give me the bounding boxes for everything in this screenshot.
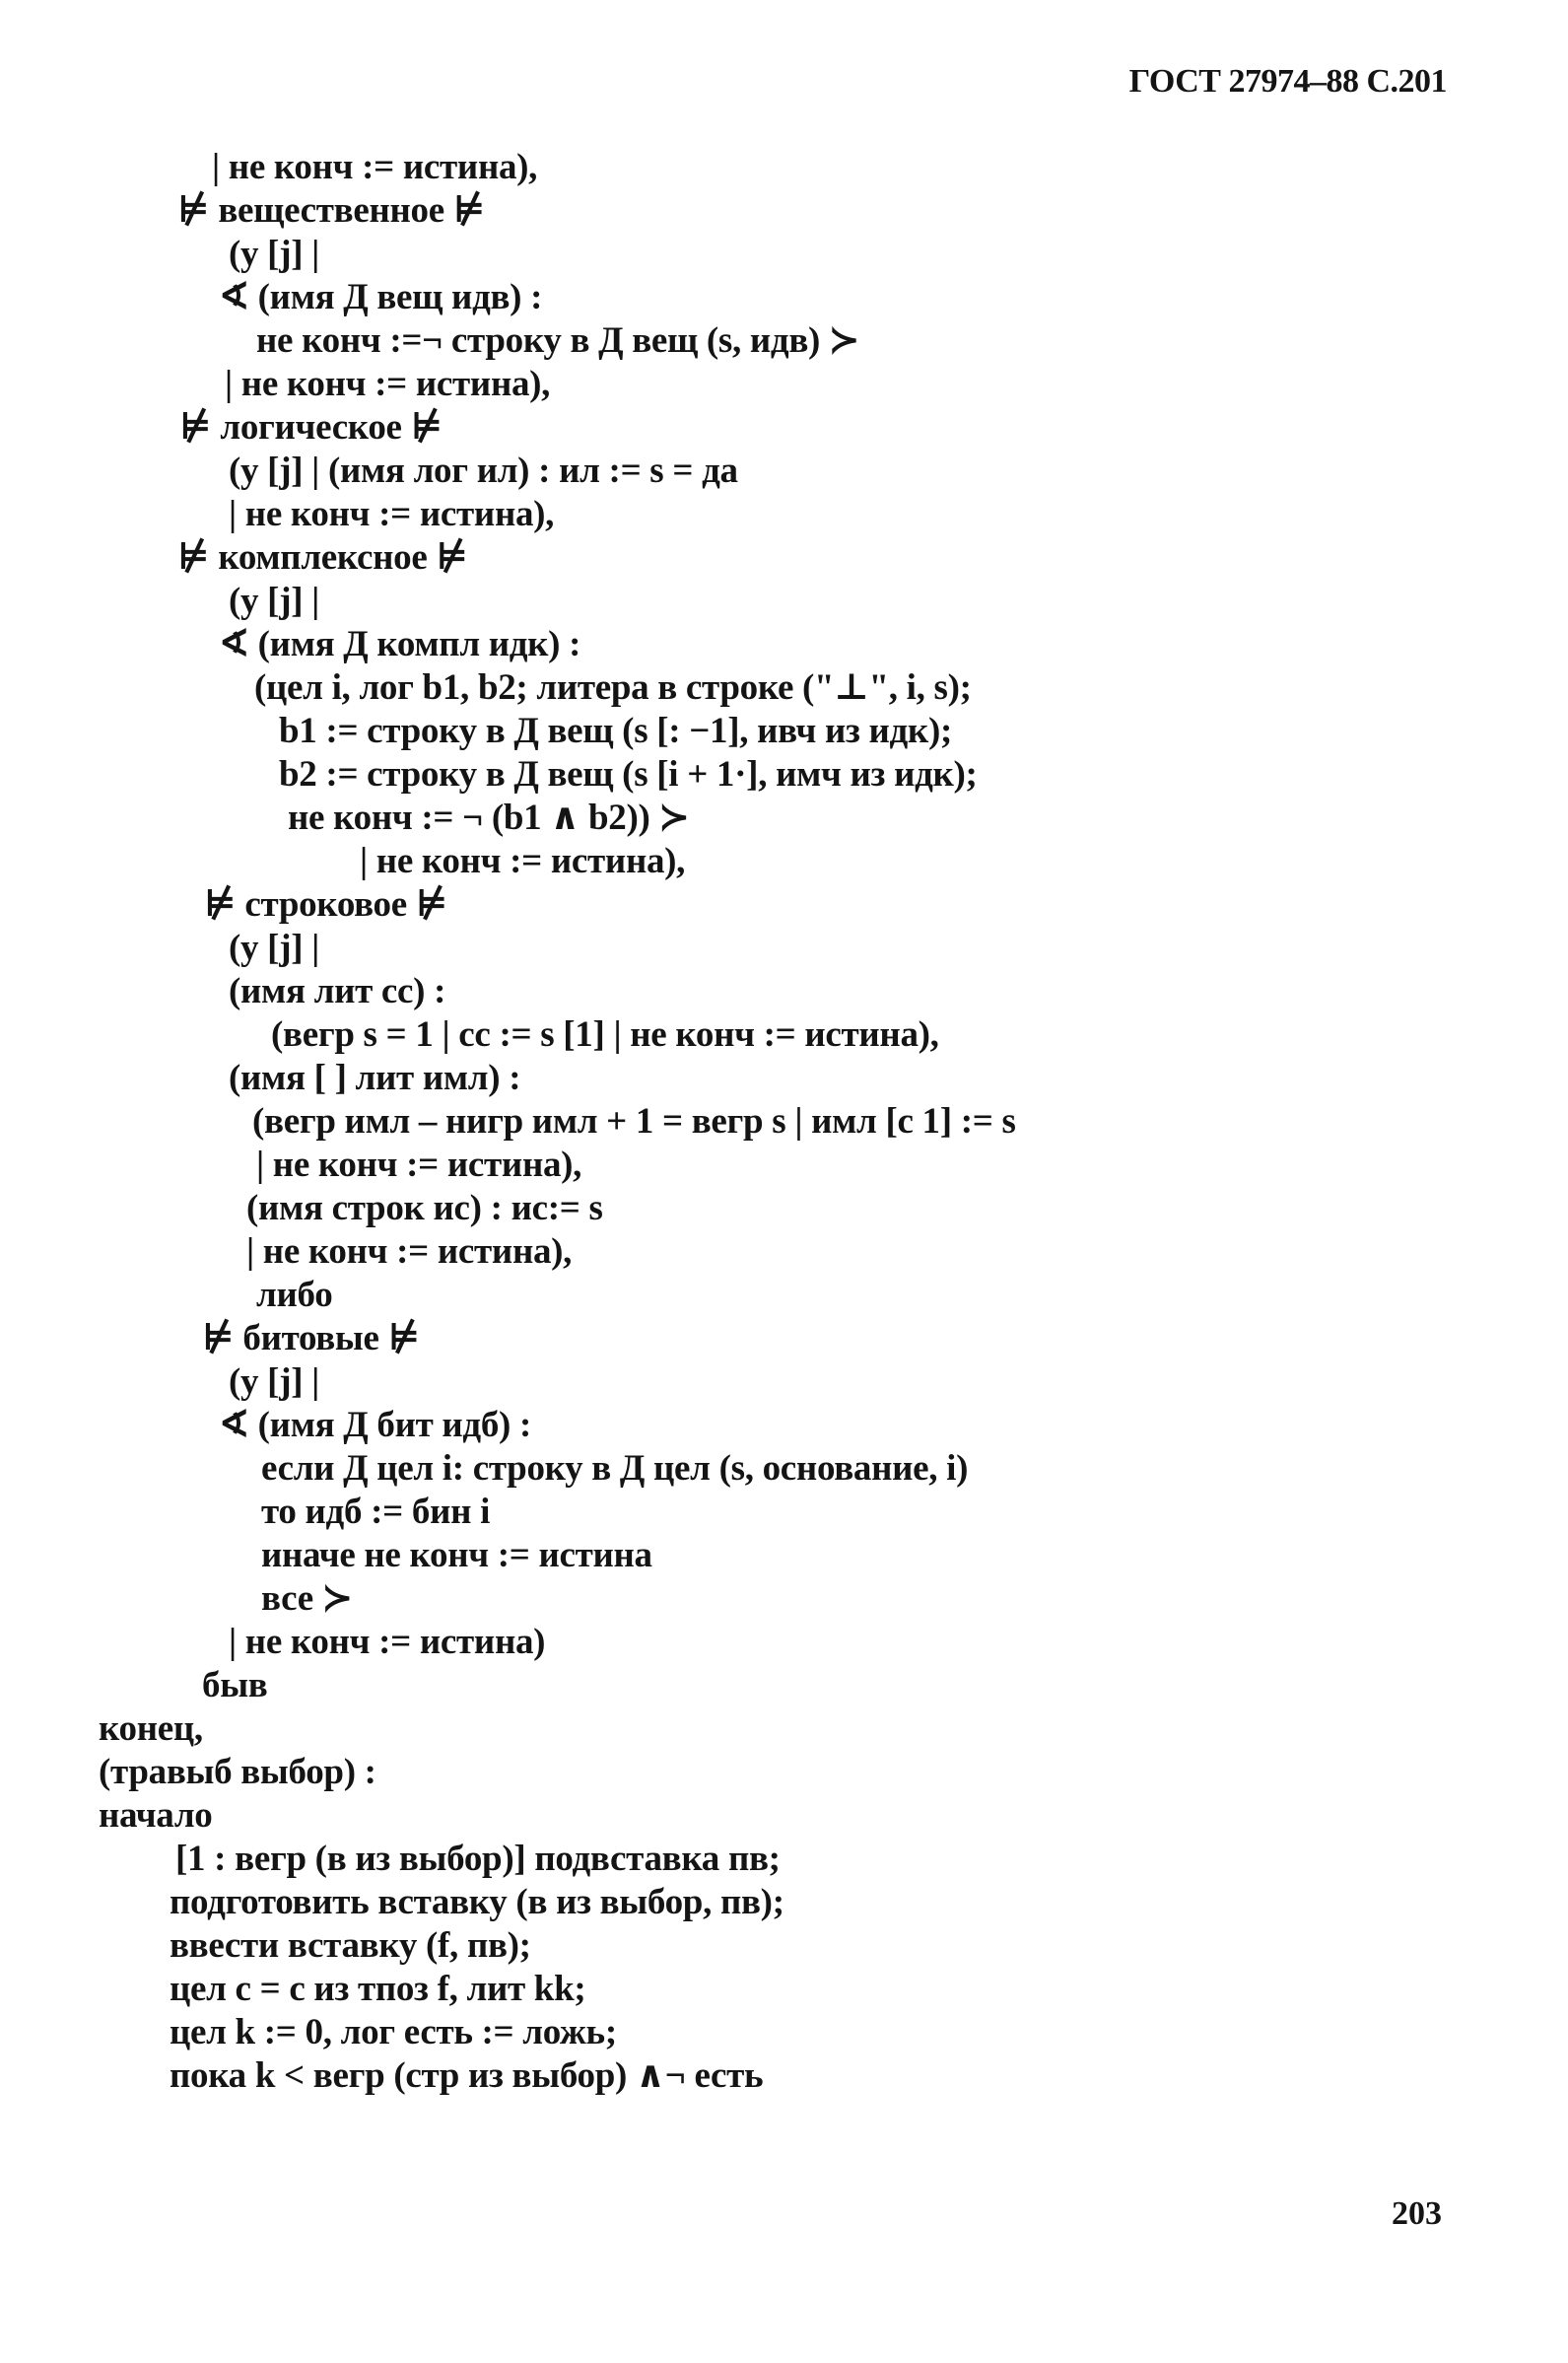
code-line: | не конч := истина), <box>360 841 686 881</box>
code-line: ⊭ строковое ⊭ <box>204 884 448 925</box>
code-line: ∢ (имя Д компл идк) : <box>219 624 581 664</box>
code-line: | не конч := истина), <box>225 364 551 404</box>
code-line: все ≻ <box>261 1578 353 1619</box>
code-line: (y [j] | <box>229 1361 320 1402</box>
code-line: то идб := бин i <box>261 1492 491 1532</box>
code-line: если Д цел i: строку в Д цел (s, основание, i) <box>261 1448 969 1489</box>
code-line: | не конч := истина), <box>212 147 538 187</box>
code-line: пока k < вегр (стр из выбор) ∧¬ есть <box>170 2055 764 2096</box>
running-header: ГОСТ 27974–88 С.201 <box>1128 63 1447 100</box>
code-line: либо <box>256 1275 333 1315</box>
code-line: быв <box>202 1665 268 1705</box>
code-line: иначе не конч := истина <box>261 1535 652 1575</box>
code-line: (вегр имл – нигр имл + 1 = вегр s | имл [с 1] := s <box>252 1101 1016 1142</box>
code-line: (имя строк ис) : ис:= s <box>246 1188 603 1228</box>
code-line: b1 := строку в Д вещ (s [: −1], ивч из идк); <box>279 711 952 751</box>
code-line: (y [j] | <box>229 928 320 968</box>
code-line: ∢ (имя Д бит идб) : <box>219 1405 532 1445</box>
code-line: подготовить вставку (в из выбор, пв); <box>170 1882 784 1922</box>
code-line: (y [j] | <box>229 581 320 621</box>
code-line: (имя лит сс) : <box>229 971 446 1011</box>
code-line: [1 : вегр (в из выбор)] подвставка пв; <box>175 1839 781 1879</box>
code-line: цел с = с из тпоз f, лит kk; <box>170 1969 586 2009</box>
code-line: ⊭ логическое ⊭ <box>179 407 443 448</box>
code-line: | не конч := истина), <box>229 494 555 534</box>
code-line: (имя [ ] лит имл) : <box>229 1058 521 1098</box>
code-line: | не конч := истина), <box>246 1231 573 1272</box>
code-line: не конч :=¬ строку в Д вещ (s, идв) ≻ <box>256 320 859 361</box>
code-line: | не конч := истина) <box>229 1622 546 1662</box>
code-line: (цел i, лог b1, b2; литера в строке ("⊥", i, s); <box>254 667 972 708</box>
code-line: ∢ (имя Д вещ идв) : <box>219 277 543 317</box>
code-line: (y [j] | (имя лог ил) : ил := s = да <box>229 451 738 491</box>
code-line: (вегр s = 1 | сс := s [1] | не конч := истина), <box>271 1014 939 1055</box>
code-line: ⊭ битовые ⊭ <box>202 1318 421 1358</box>
code-line: | не конч := истина), <box>256 1145 582 1185</box>
code-line: ввести вставку (f, пв); <box>170 1925 531 1966</box>
code-line: (y [j] | <box>229 234 320 274</box>
code-line: b2 := строку в Д вещ (s [i + 1·], имч из идк); <box>279 754 978 795</box>
code-line: ⊭ комплексное ⊭ <box>177 537 468 578</box>
code-line: начало <box>99 1795 213 1836</box>
code-line: (травыб выбор) : <box>99 1752 376 1792</box>
code-line: цел k := 0, лог есть := ложь; <box>170 2012 617 2052</box>
code-line: не конч := ¬ (b1 ∧ b2)) ≻ <box>288 798 690 838</box>
code-line: конец, <box>99 1708 203 1749</box>
code-line: ⊭ вещественное ⊭ <box>177 190 486 231</box>
page-number: 203 <box>1392 2195 1442 2232</box>
